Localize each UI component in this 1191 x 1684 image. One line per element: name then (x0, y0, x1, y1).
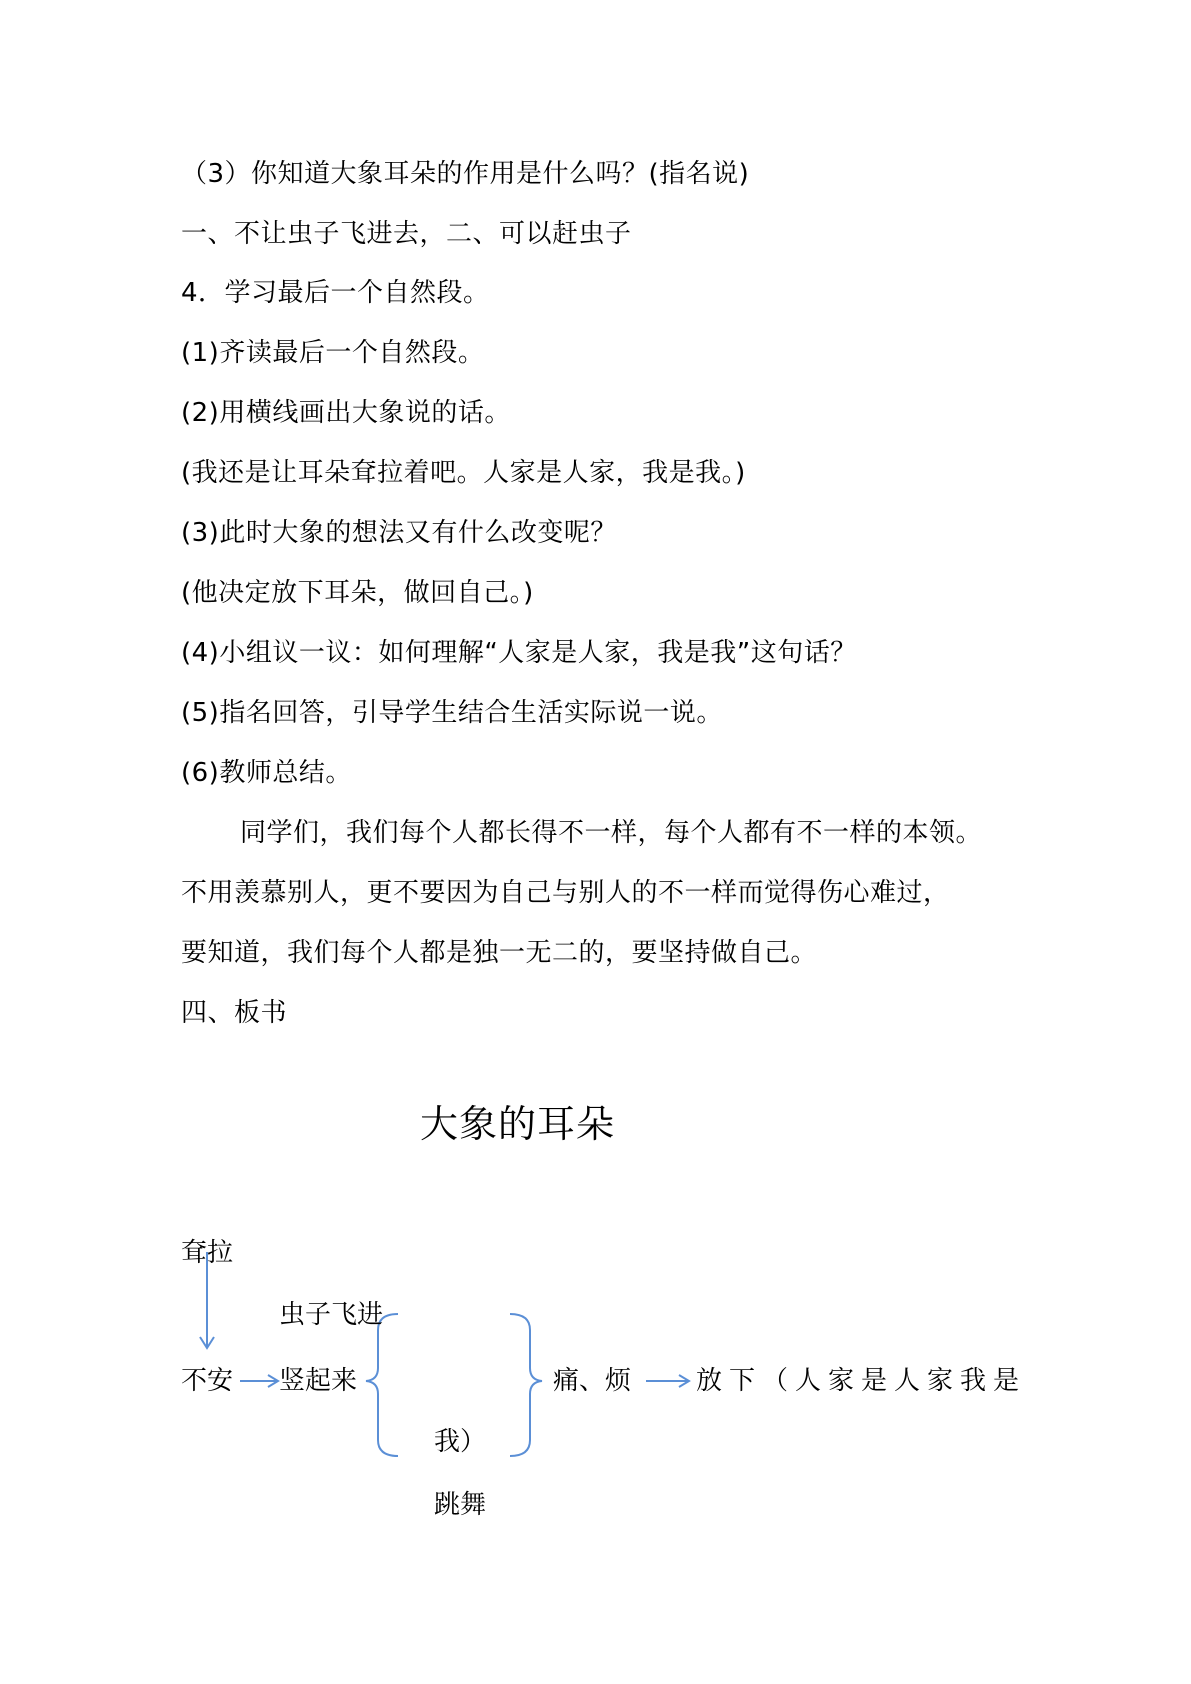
board-word-bugs-fly-in: 虫子飞进 (279, 1300, 384, 1330)
summary-paragraph-line-1: 同学们，我们每个人都长得不一样，每个人都有不一样的本领。 (240, 818, 983, 848)
section-4-board-heading: 四、板书 (181, 998, 288, 1028)
question-3-ear-function: （3）你知道大象耳朵的作用是什么吗？(指名说) (181, 159, 750, 189)
answer-ear-function: 一、不让虫子飞进去，二、可以赶虫子 (181, 219, 632, 249)
board-word-dance: 跳舞 (434, 1490, 487, 1520)
step-4-6: (6)教师总结。 (181, 758, 352, 788)
board-word-stand-up: 竖起来 (279, 1366, 358, 1396)
right-brace-icon (510, 1314, 542, 1456)
summary-paragraph-line-2: 不用羡慕别人，更不要因为自己与别人的不一样而觉得伤心难过， (181, 878, 950, 908)
board-word-uneasy: 不安 (181, 1366, 234, 1396)
step-4-5: (5)指名回答，引导学生结合生活实际说一说。 (181, 698, 723, 728)
board-title: 大象的耳朵 (420, 1102, 616, 1146)
step-4-4: (4)小组议一议：如何理解“人家是人家，我是我”这句话？ (181, 638, 857, 668)
step-4-heading: 4．学习最后一个自然段。 (181, 278, 490, 308)
summary-paragraph-line-3: 要知道，我们每个人都是独一无二的，要坚持做自己。 (181, 938, 818, 968)
left-brace-icon (366, 1314, 398, 1456)
answer-step-4-3: (他决定放下耳朵，做回自己。) (181, 578, 534, 608)
board-word-droop: 耷拉 (181, 1238, 234, 1268)
board-word-me: 我） (434, 1427, 487, 1457)
board-word-pain-annoy: 痛、烦 (553, 1366, 632, 1396)
step-4-3: (3)此时大象的想法又有什么改变呢？ (181, 518, 617, 548)
board-word-put-down: 放下（人家是人家我是 (696, 1366, 1027, 1396)
step-4-1: (1)齐读最后一个自然段。 (181, 338, 485, 368)
step-4-2: (2)用横线画出大象说的话。 (181, 398, 511, 428)
elephant-quote: (我还是让耳朵耷拉着吧。人家是人家，我是我。) (181, 458, 746, 488)
